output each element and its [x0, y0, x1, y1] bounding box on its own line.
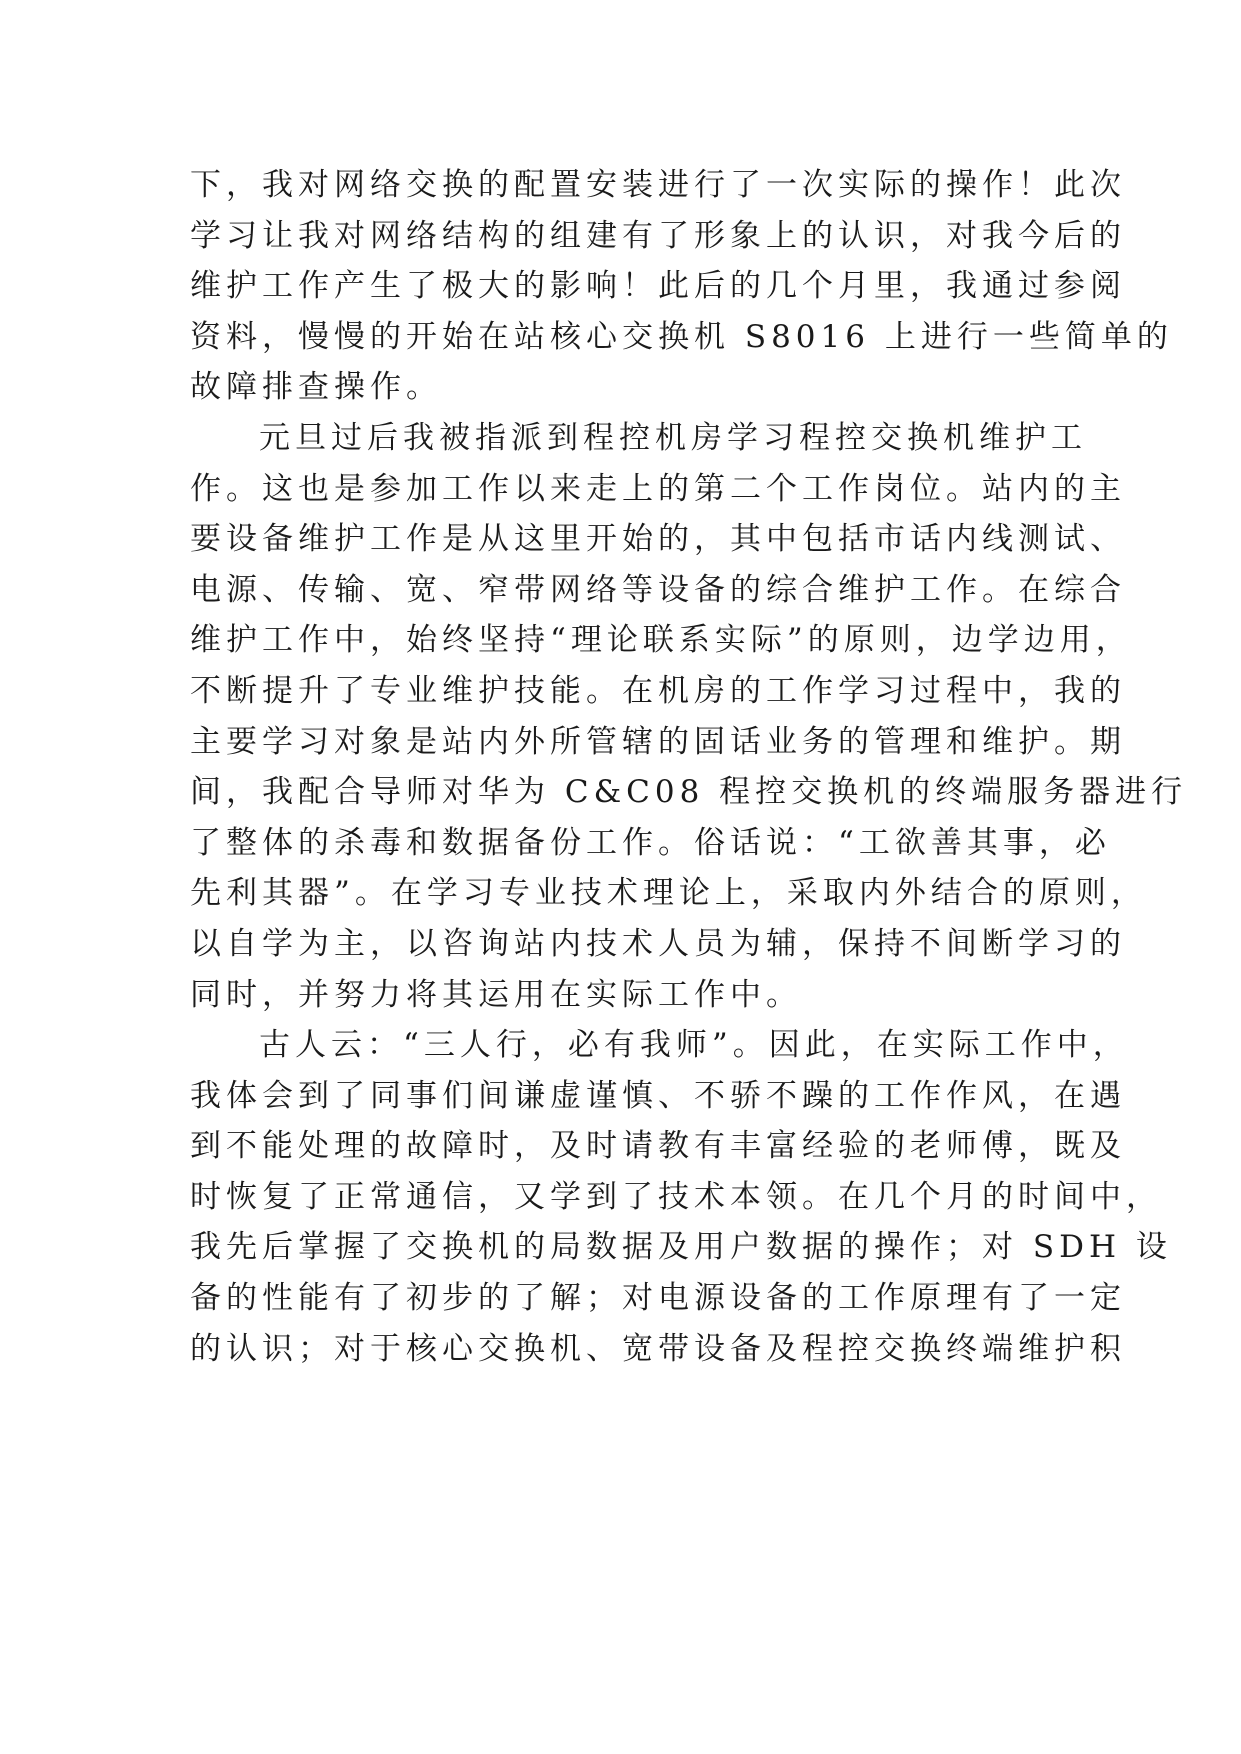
text-line: 电源、传输、宽、窄带网络等设备的综合维护工作。在综合: [190, 571, 1126, 608]
text-line: 同时，并努力将其运用在实际工作中。: [190, 976, 802, 1013]
text-line: 我体会到了同事们间谦虚谨慎、不骄不躁的工作作风，在遇: [190, 1077, 1126, 1114]
document-body: [190, 160, 1188, 1374]
paragraph-first-line: 元旦过后我被指派到程控机房学习程控交换机维护工: [259, 419, 1087, 456]
text-line: 了整体的杀毒和数据备份工作。俗话说：“工欲善其事，必: [190, 824, 1111, 861]
text-line: 不断提升了专业维护技能。在机房的工作学习过程中，我的: [190, 672, 1126, 709]
text-line: 下，我对网络交换的配置安装进行了一次实际的操作！此次: [190, 167, 1126, 203]
text-line: 维护工作产生了极大的影响！此后的几个月里，我通过参阅: [190, 268, 1126, 305]
text-line: 学习让我对网络结构的组建有了形象上的认识，对我今后的: [190, 217, 1126, 254]
text-line: 作。这也是参加工作以来走上的第二个工作岗位。站内的主: [190, 470, 1126, 507]
text-line: 要设备维护工作是从这里开始的，其中包括市话内线测试、: [190, 521, 1126, 558]
text-line: 主要学习对象是站内外所管辖的固话业务的管理和维护。期: [190, 723, 1126, 760]
text-line: 维护工作中，始终坚持“理论联系实际”的原则，边学边用，: [190, 622, 1132, 659]
text-line: 到不能处理的故障时，及时请教有丰富经验的老师傅，既及: [190, 1128, 1126, 1165]
text-line: 故障排查操作。: [190, 369, 442, 406]
text-line: 我先后掌握了交换机的局数据及用户数据的操作；对 SDH 设: [190, 1229, 1172, 1266]
text-line: 先利其器”。在学习专业技术理论上，采取内外结合的原则，: [190, 875, 1147, 912]
text-line: 间，我配合导师对华为 C&C08 程控交换机的终端服务器进行: [190, 774, 1188, 811]
text-line: 以自学为主，以咨询站内技术人员为辅，保持不间断学习的: [190, 925, 1126, 962]
text-line: 备的性能有了初步的了解；对电源设备的工作原理有了一定: [190, 1280, 1126, 1317]
text-line: 资料，慢慢的开始在站核心交换机 S8016 上进行一些简单的: [190, 318, 1173, 355]
paragraph-first-line: 古人云：“三人行，必有我师”。因此，在实际工作中，: [259, 1027, 1129, 1064]
text-line: 的认识；对于核心交换机、宽带设备及程控交换终端维护积: [190, 1330, 1126, 1367]
text-line: 时恢复了正常通信，又学到了技术本领。在几个月的时间中，: [190, 1178, 1162, 1215]
